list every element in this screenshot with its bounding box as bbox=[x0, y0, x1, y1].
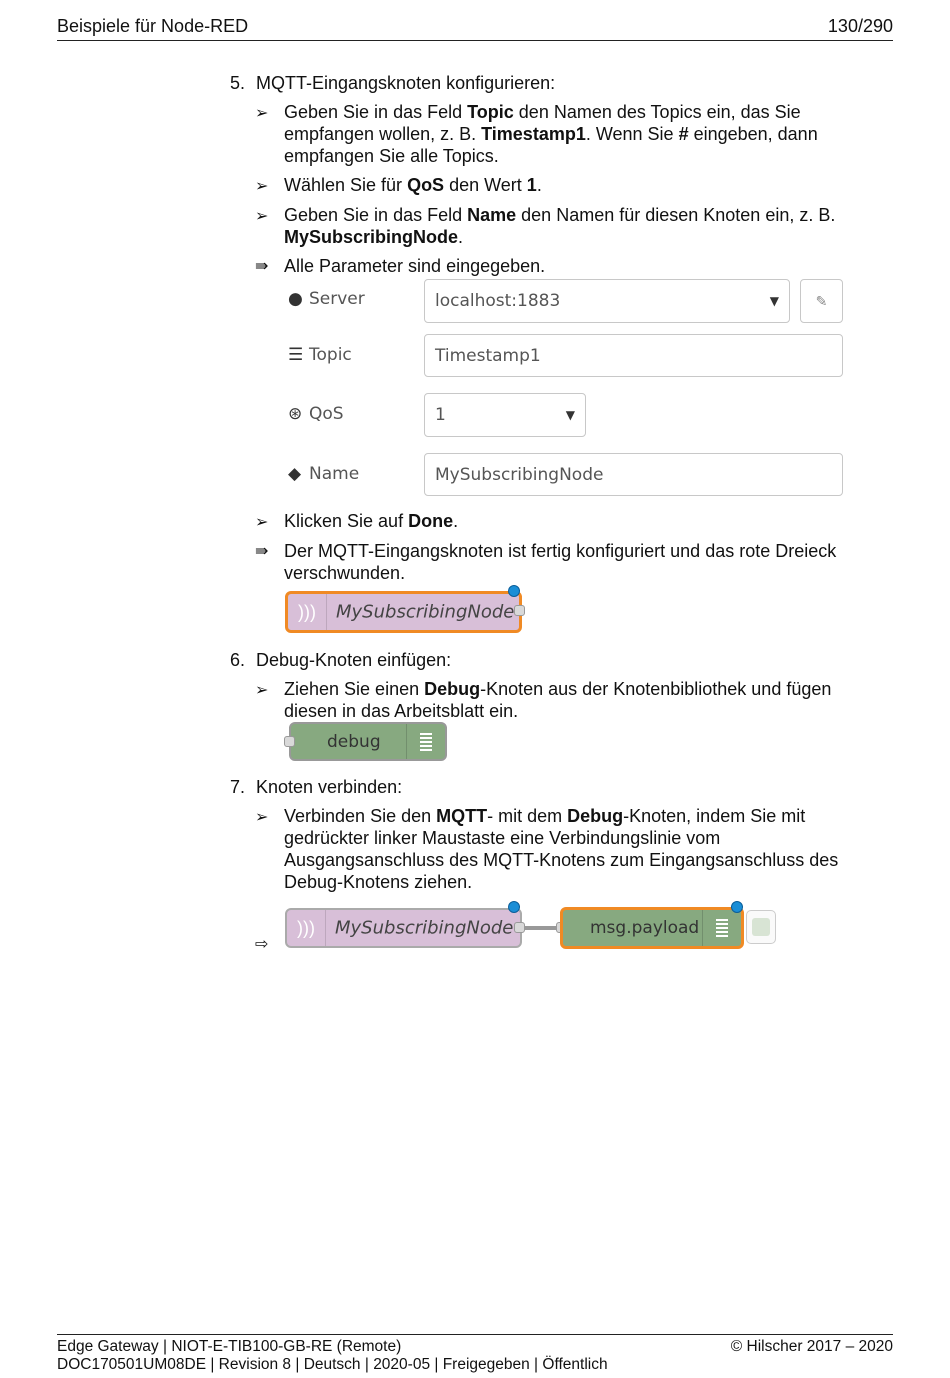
page-footer bbox=[57, 1334, 893, 1374]
bullet-arrow-icon: ➢ bbox=[255, 208, 269, 225]
topic-input[interactable]: Timestamp1 bbox=[424, 334, 843, 377]
step6-number: 6. bbox=[230, 650, 246, 670]
debug-list-icon bbox=[702, 910, 741, 946]
step5-bullet3: Geben Sie in das Feld Name den Namen für diesen Knoten ein, z. B. MySubscribingNode. bbox=[284, 205, 836, 247]
step7-title: Knoten verbinden: bbox=[256, 777, 403, 797]
bullet-arrow-icon: ➢ bbox=[255, 105, 269, 122]
bullet-arrow-icon: ➢ bbox=[255, 682, 269, 699]
step5-bullet1: Geben Sie in das Feld Topic den Namen des Topics ein, das Sie empfangen wollen, z. B. Timestamp1. Wenn Sie # eingeben, dann empfangen Sie alle Topics. bbox=[284, 102, 818, 166]
server-label: ● Server bbox=[288, 289, 365, 309]
bullet-arrow-icon: ➢ bbox=[255, 178, 269, 195]
step6-bullet1: Ziehen Sie einen Debug-Knoten aus der Knotenbibliothek und fügen diesen in das Arbeitsblatt ein. bbox=[284, 679, 832, 721]
mqtt-in-node-connected[interactable] bbox=[285, 908, 522, 948]
page-header bbox=[57, 14, 893, 41]
step5-bullet2: Wählen Sie für QoS den Wert 1. bbox=[284, 175, 542, 195]
mqtt-node-label: MySubscribingNode bbox=[335, 917, 514, 939]
chevron-down-icon: ▼ bbox=[769, 294, 779, 308]
step5-result2: Der MQTT-Eingangsknoten ist fertig konfiguriert und das rote Dreieck verschwunden. bbox=[284, 541, 837, 583]
step7-bullet1: Verbinden Sie den MQTT- mit dem Debug-Knoten, indem Sie mit gedrückter linker Maustaste eine Verbindungslinie vom Ausgangsanschluss des MQTT-Knotens zum Eingangsanschluss des Debug-Knotens ziehen. bbox=[284, 806, 839, 892]
page-number: 130/290 bbox=[827, 16, 893, 36]
bullet-arrow-icon: ➢ bbox=[255, 809, 269, 826]
step5-number: 5. bbox=[230, 73, 246, 93]
debug-toggle-button[interactable] bbox=[746, 910, 776, 944]
result-arrow-icon: ⇨ bbox=[255, 936, 269, 953]
debug-list-icon bbox=[406, 724, 445, 759]
qos-icon: ⊛ bbox=[288, 404, 303, 424]
mqtt-output-port[interactable] bbox=[514, 605, 525, 616]
debug-node-connected[interactable] bbox=[560, 907, 744, 949]
mqtt-in-node[interactable] bbox=[285, 591, 522, 633]
debug-node-label: msg.payload bbox=[590, 918, 700, 938]
name-input[interactable]: MySubscribingNode bbox=[424, 453, 843, 496]
footer-line1: Edge Gateway | NIOT-E-TIB100-GB-RE (Remote) bbox=[57, 1338, 402, 1355]
tasks-icon: ☰ bbox=[288, 345, 304, 365]
tag-icon: ◆ bbox=[288, 464, 302, 484]
chevron-down-icon: ▼ bbox=[565, 408, 575, 422]
debug-node[interactable] bbox=[289, 722, 447, 761]
mqtt-output-port[interactable] bbox=[514, 922, 525, 933]
changed-indicator bbox=[508, 901, 520, 913]
qos-select[interactable]: 1 ▼ bbox=[424, 393, 586, 437]
pencil-icon: ✎ bbox=[815, 293, 828, 309]
changed-indicator bbox=[731, 901, 743, 913]
step6-title: Debug-Knoten einfügen: bbox=[256, 650, 452, 670]
step5-result: Alle Parameter sind eingegeben. bbox=[284, 256, 546, 276]
mqtt-signal-icon: ))) bbox=[288, 594, 327, 630]
step5-bullet4: Klicken Sie auf Done. bbox=[284, 511, 459, 531]
footer-line2: DOC170501UM08DE | Revision 8 | Deutsch | 2020-05 | Freigegeben | Öffentlich bbox=[57, 1356, 608, 1373]
globe-icon: ● bbox=[288, 289, 303, 309]
result-arrow-icon: ⇛ bbox=[255, 543, 269, 560]
server-select[interactable]: localhost:1883 ▼ bbox=[424, 279, 790, 323]
topic-label: ☰ Topic bbox=[288, 345, 352, 365]
name-label: ◆ Name bbox=[288, 464, 360, 484]
qos-label: ⊛ QoS bbox=[288, 404, 344, 424]
header-title: Beispiele für Node-RED bbox=[57, 16, 249, 36]
mqtt-node-label: MySubscribingNode bbox=[336, 601, 515, 623]
debug-node-label: debug bbox=[327, 731, 381, 752]
edit-server-button[interactable] bbox=[800, 279, 843, 323]
connection-wire[interactable] bbox=[525, 926, 557, 930]
step5-title: MQTT-Eingangsknoten konfigurieren: bbox=[256, 73, 556, 93]
bullet-arrow-icon: ➢ bbox=[255, 514, 269, 531]
result-arrow-icon: ⇛ bbox=[255, 258, 269, 275]
footer-copyright: © Hilscher 2017 – 2020 bbox=[730, 1338, 893, 1355]
step7-number: 7. bbox=[230, 777, 246, 797]
debug-input-port[interactable] bbox=[284, 736, 295, 747]
mqtt-signal-icon: ))) bbox=[287, 910, 326, 946]
changed-indicator bbox=[508, 585, 520, 597]
